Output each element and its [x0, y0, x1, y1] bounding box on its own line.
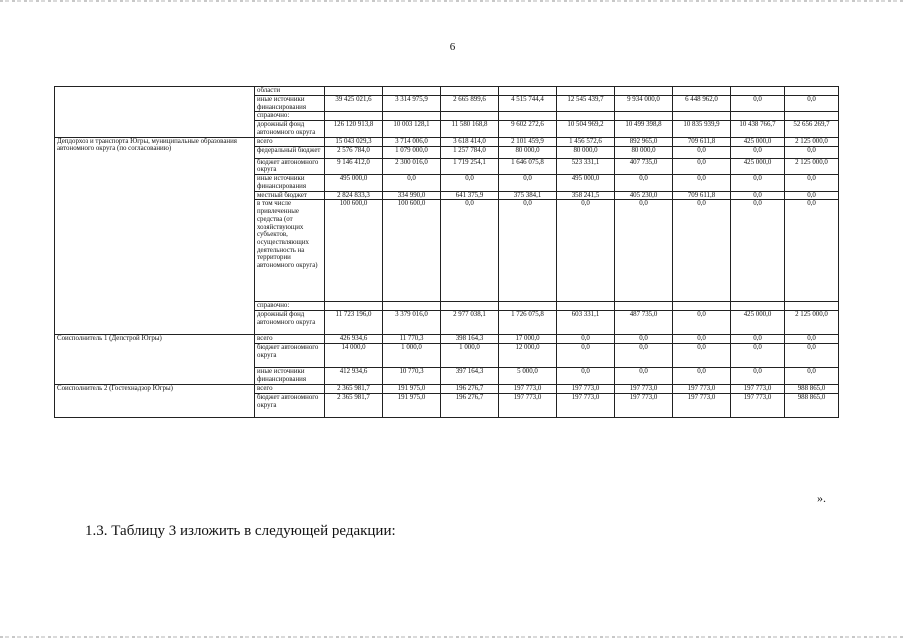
value-cell: 603 331,1 — [557, 311, 615, 335]
value-cell: 2 665 899,6 — [441, 96, 499, 112]
value-cell: 0,0 — [731, 146, 785, 158]
value-cell: 397 164,3 — [441, 368, 499, 384]
value-cell: 2 576 784,0 — [325, 146, 383, 158]
value-cell: 0,0 — [557, 335, 615, 344]
value-cell: 14 000,0 — [325, 344, 383, 368]
value-cell: 0,0 — [785, 200, 839, 302]
value-cell: 0,0 — [673, 146, 731, 158]
value-cell: 0,0 — [785, 344, 839, 368]
value-cell: 425 000,0 — [731, 311, 785, 335]
source-cell: справочно: — [255, 302, 325, 311]
value-cell — [673, 112, 731, 121]
value-cell: 10 835 939,9 — [673, 121, 731, 137]
value-cell — [673, 87, 731, 96]
value-cell: 197 773,0 — [615, 393, 673, 417]
value-cell: 0,0 — [785, 96, 839, 112]
value-cell: 1 456 572,6 — [557, 137, 615, 146]
value-cell — [325, 87, 383, 96]
value-cell: 191 975,0 — [383, 393, 441, 417]
value-cell: 9 934 000,0 — [615, 96, 673, 112]
source-cell: дорожный фонд автономного округа — [255, 311, 325, 335]
value-cell: 375 384,1 — [499, 191, 557, 200]
value-cell: 12 545 439,7 — [557, 96, 615, 112]
source-cell: в том числе привлеченные средства (от хозяйствующих субъектов, осуществляющих деятельность на территории автономного округа) — [255, 200, 325, 302]
value-cell — [383, 302, 441, 311]
executor-cell: Депдорхоз и транспорта Югры, муниципальные образования автономного округа (по согласованию) — [55, 137, 255, 335]
value-cell: 39 425 021,6 — [325, 96, 383, 112]
value-cell — [731, 87, 785, 96]
value-cell: 2 365 981,7 — [325, 384, 383, 393]
value-cell: 0,0 — [615, 368, 673, 384]
value-cell: 11 770,3 — [383, 335, 441, 344]
value-cell: 197 773,0 — [499, 393, 557, 417]
scan-edge-top — [0, 0, 905, 2]
value-cell — [615, 302, 673, 311]
value-cell: 191 975,0 — [383, 384, 441, 393]
value-cell — [499, 87, 557, 96]
instruction-text: 1.3. Таблицу 3 изложить в следующей редакции: — [85, 523, 396, 539]
source-cell: всего — [255, 384, 325, 393]
value-cell: 407 735,0 — [615, 158, 673, 174]
value-cell: 197 773,0 — [557, 384, 615, 393]
value-cell: 10 504 969,2 — [557, 121, 615, 137]
value-cell: 2 125 000,0 — [785, 158, 839, 174]
value-cell: 5 000,0 — [499, 368, 557, 384]
value-cell: 0,0 — [615, 335, 673, 344]
value-cell: 0,0 — [615, 344, 673, 368]
value-cell — [325, 112, 383, 121]
value-cell: 126 120 913,8 — [325, 121, 383, 137]
value-cell — [557, 302, 615, 311]
value-cell: 12 000,0 — [499, 344, 557, 368]
value-cell: 0,0 — [673, 175, 731, 191]
value-cell: 10 438 766,7 — [731, 121, 785, 137]
value-cell: 6 448 962,0 — [673, 96, 731, 112]
value-cell: 197 773,0 — [499, 384, 557, 393]
value-cell: 0,0 — [785, 335, 839, 344]
value-cell: 0,0 — [731, 335, 785, 344]
value-cell: 334 990,0 — [383, 191, 441, 200]
value-cell: 197 773,0 — [731, 393, 785, 417]
value-cell: 0,0 — [499, 200, 557, 302]
value-cell: 1 079 000,0 — [383, 146, 441, 158]
value-cell: 0,0 — [615, 200, 673, 302]
source-cell: иные источники финансирования — [255, 175, 325, 191]
value-cell — [441, 112, 499, 121]
value-cell: 523 331,1 — [557, 158, 615, 174]
value-cell: 80 000,0 — [499, 146, 557, 158]
value-cell: 0,0 — [673, 344, 731, 368]
value-cell: 196 276,7 — [441, 384, 499, 393]
value-cell: 1 646 075,8 — [499, 158, 557, 174]
value-cell: 425 000,0 — [731, 137, 785, 146]
value-cell: 0,0 — [785, 191, 839, 200]
value-cell: 2 101 459,9 — [499, 137, 557, 146]
value-cell: 0,0 — [731, 191, 785, 200]
page-number: 6 — [449, 41, 456, 53]
value-cell — [383, 112, 441, 121]
value-cell: 11 723 196,0 — [325, 311, 383, 335]
value-cell: 1 719 254,1 — [441, 158, 499, 174]
table-row — [55, 137, 839, 146]
value-cell: 425 000,0 — [731, 158, 785, 174]
value-cell: 0,0 — [557, 368, 615, 384]
value-cell: 892 965,0 — [615, 137, 673, 146]
value-cell — [441, 87, 499, 96]
source-cell: иные источники финансирования — [255, 368, 325, 384]
value-cell: 52 656 269,7 — [785, 121, 839, 137]
value-cell: 100 600,0 — [325, 200, 383, 302]
value-cell: 9 602 272,6 — [499, 121, 557, 137]
value-cell: 2 365 981,7 — [325, 393, 383, 417]
executor-cell — [55, 87, 255, 138]
value-cell — [673, 302, 731, 311]
value-cell: 10 003 128,1 — [383, 121, 441, 137]
source-cell: дорожный фонд автономного округа — [255, 121, 325, 137]
value-cell: 9 146 412,0 — [325, 158, 383, 174]
scan-edge-bottom — [0, 636, 905, 638]
value-cell: 0,0 — [785, 175, 839, 191]
value-cell — [383, 87, 441, 96]
value-cell: 0,0 — [673, 158, 731, 174]
value-cell — [499, 302, 557, 311]
value-cell: 1 726 075,8 — [499, 311, 557, 335]
source-cell: всего — [255, 137, 325, 146]
value-cell — [731, 302, 785, 311]
value-cell — [785, 112, 839, 121]
value-cell: 1 000,0 — [383, 344, 441, 368]
value-cell: 0,0 — [615, 175, 673, 191]
value-cell: 10 499 398,8 — [615, 121, 673, 137]
value-cell: 0,0 — [673, 200, 731, 302]
value-cell: 17 000,0 — [499, 335, 557, 344]
source-cell: местный бюджет — [255, 191, 325, 200]
source-cell: области — [255, 87, 325, 96]
value-cell — [785, 87, 839, 96]
value-cell: 641 375,9 — [441, 191, 499, 200]
value-cell: 80 000,0 — [615, 146, 673, 158]
source-cell: бюджет автономного округа — [255, 393, 325, 417]
value-cell: 0,0 — [731, 175, 785, 191]
executor-cell: Соисполнитель 2 (Гостехнадзор Югры) — [55, 384, 255, 417]
value-cell: 988 865,0 — [785, 384, 839, 393]
value-cell: 0,0 — [557, 200, 615, 302]
value-cell: 0,0 — [441, 200, 499, 302]
value-cell: 0,0 — [785, 146, 839, 158]
value-cell: 15 043 029,3 — [325, 137, 383, 146]
value-cell: 10 770,3 — [383, 368, 441, 384]
value-cell: 0,0 — [731, 200, 785, 302]
source-cell: всего — [255, 335, 325, 344]
value-cell: 709 611,8 — [673, 191, 731, 200]
value-cell: 412 934,6 — [325, 368, 383, 384]
value-cell: 3 618 414,0 — [441, 137, 499, 146]
value-cell: 0,0 — [731, 368, 785, 384]
source-cell: бюджет автономного округа — [255, 344, 325, 368]
funding-table — [54, 86, 839, 418]
source-cell: бюджет автономного округа — [255, 158, 325, 174]
value-cell — [499, 112, 557, 121]
value-cell — [325, 302, 383, 311]
value-cell: 495 000,0 — [325, 175, 383, 191]
value-cell: 3 714 006,0 — [383, 137, 441, 146]
value-cell: 80 000,0 — [557, 146, 615, 158]
source-cell: справочно: — [255, 112, 325, 121]
value-cell: 2 125 000,0 — [785, 137, 839, 146]
value-cell: 1 257 784,0 — [441, 146, 499, 158]
value-cell: 4 515 744,4 — [499, 96, 557, 112]
value-cell: 0,0 — [499, 175, 557, 191]
funding-table-body — [55, 87, 839, 418]
value-cell: 0,0 — [557, 344, 615, 368]
table-row — [55, 384, 839, 393]
value-cell: 196 276,7 — [441, 393, 499, 417]
value-cell: 487 735,0 — [615, 311, 673, 335]
value-cell: 358 241,5 — [557, 191, 615, 200]
value-cell: 197 773,0 — [731, 384, 785, 393]
value-cell: 197 773,0 — [557, 393, 615, 417]
table-row — [55, 335, 839, 344]
value-cell — [557, 112, 615, 121]
value-cell: 197 773,0 — [615, 384, 673, 393]
value-cell — [615, 112, 673, 121]
value-cell: 3 314 975,9 — [383, 96, 441, 112]
closing-mark: ». — [817, 491, 826, 505]
value-cell: 0,0 — [785, 368, 839, 384]
value-cell: 2 977 038,1 — [441, 311, 499, 335]
value-cell — [785, 302, 839, 311]
value-cell: 495 000,0 — [557, 175, 615, 191]
value-cell: 709 611,8 — [673, 137, 731, 146]
value-cell: 197 773,0 — [673, 384, 731, 393]
value-cell: 0,0 — [731, 344, 785, 368]
value-cell: 0,0 — [673, 311, 731, 335]
source-cell: иные источники финансирования — [255, 96, 325, 112]
table-row — [55, 87, 839, 96]
value-cell: 11 580 168,8 — [441, 121, 499, 137]
value-cell: 100 600,0 — [383, 200, 441, 302]
value-cell: 0,0 — [673, 368, 731, 384]
value-cell: 2 300 016,0 — [383, 158, 441, 174]
value-cell: 0,0 — [731, 96, 785, 112]
value-cell: 3 379 016,0 — [383, 311, 441, 335]
value-cell — [731, 112, 785, 121]
value-cell: 405 230,0 — [615, 191, 673, 200]
source-cell: федеральный бюджет — [255, 146, 325, 158]
value-cell: 1 000,0 — [441, 344, 499, 368]
value-cell: 988 865,0 — [785, 393, 839, 417]
value-cell — [441, 302, 499, 311]
value-cell: 0,0 — [673, 335, 731, 344]
value-cell — [615, 87, 673, 96]
value-cell: 0,0 — [383, 175, 441, 191]
value-cell: 398 164,3 — [441, 335, 499, 344]
executor-cell: Соисполнитель 1 (Депстрой Югры) — [55, 335, 255, 384]
value-cell: 2 824 833,3 — [325, 191, 383, 200]
value-cell — [557, 87, 615, 96]
value-cell: 2 125 000,0 — [785, 311, 839, 335]
value-cell: 426 934,6 — [325, 335, 383, 344]
value-cell: 0,0 — [441, 175, 499, 191]
value-cell: 197 773,0 — [673, 393, 731, 417]
